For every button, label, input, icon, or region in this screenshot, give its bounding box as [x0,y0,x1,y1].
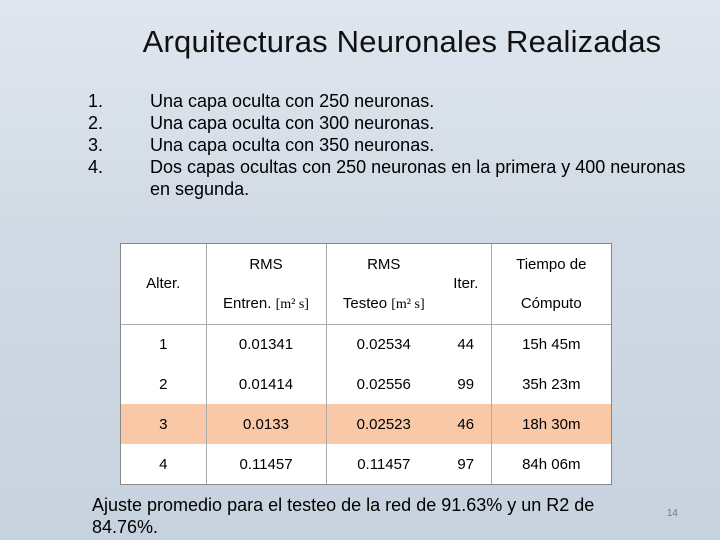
cell-alter: 4 [121,444,206,484]
table-row [121,444,611,484]
list-item [88,112,688,134]
cell-tiempo: 35h 23m [522,375,581,393]
cell-testeo: 0.02523 [326,404,441,444]
list-number: 3. [88,135,104,155]
header-alter: Alter. [121,244,206,324]
list-number: 2. [88,113,104,133]
cell-alter: 2 [121,364,206,404]
header-tiempo: Tiempo de [516,255,587,273]
header-computo: Cómputo [491,284,611,324]
list-number: 1. [88,91,104,111]
table-row [121,324,611,364]
cell-entren: 0.11457 [206,444,326,484]
cell-testeo: 0.02534 [356,335,411,353]
cell-entren: 0.01341 [206,324,326,364]
page-number: 14 [666,508,678,519]
list-item [88,134,688,156]
list-item [88,90,688,112]
list-number: 4. [88,157,104,177]
cell-iter: 46 [441,404,491,444]
cell-entren: 0.01414 [206,364,326,404]
header-iter: Iter. [441,244,491,324]
header-unit: [m² s] [391,296,425,312]
list-item [88,156,688,200]
cell-iter: 44 [441,324,491,364]
cell-alter: 1 [121,324,206,364]
table-row-highlighted [121,404,611,444]
table-row [121,364,611,404]
list-text: Una capa oculta con 250 neuronas. [150,91,435,111]
cell-tiempo: 18h 30m [491,404,611,444]
cell-testeo: 0.02556 [356,375,411,393]
header-rms-test: RMS [367,255,401,273]
header-testeo-label: Testeo [342,294,388,312]
cell-alter: 3 [121,404,206,444]
header-entren-label: Entren. [223,294,272,312]
results-table [120,243,612,485]
header-entren [206,284,326,324]
header-testeo [326,284,441,324]
list-text: Una capa oculta con 350 neuronas. [150,135,435,155]
cell-tiempo: 84h 06m [522,455,581,473]
cell-iter: 97 [441,444,491,484]
list-text: Una capa oculta con 300 neuronas. [150,113,435,133]
slide-title: Arquitecturas Neuronales Realizadas [142,24,662,59]
cell-tiempo: 15h 45m [522,335,581,353]
cell-entren: 0.0133 [206,404,326,444]
list-text: Dos capas ocultas con 250 neuronas en la primera y 400 neuronas en segunda. [150,157,686,199]
cell-iter: 99 [441,364,491,404]
header-unit: [m² s] [275,296,309,312]
header-rms-train: RMS [206,244,326,284]
architecture-list [88,90,688,200]
footnote: Ajuste promedio para el testeo de la red de 91.63% y un R2 de 84.76%. [92,495,595,537]
cell-testeo: 0.11457 [357,455,411,473]
